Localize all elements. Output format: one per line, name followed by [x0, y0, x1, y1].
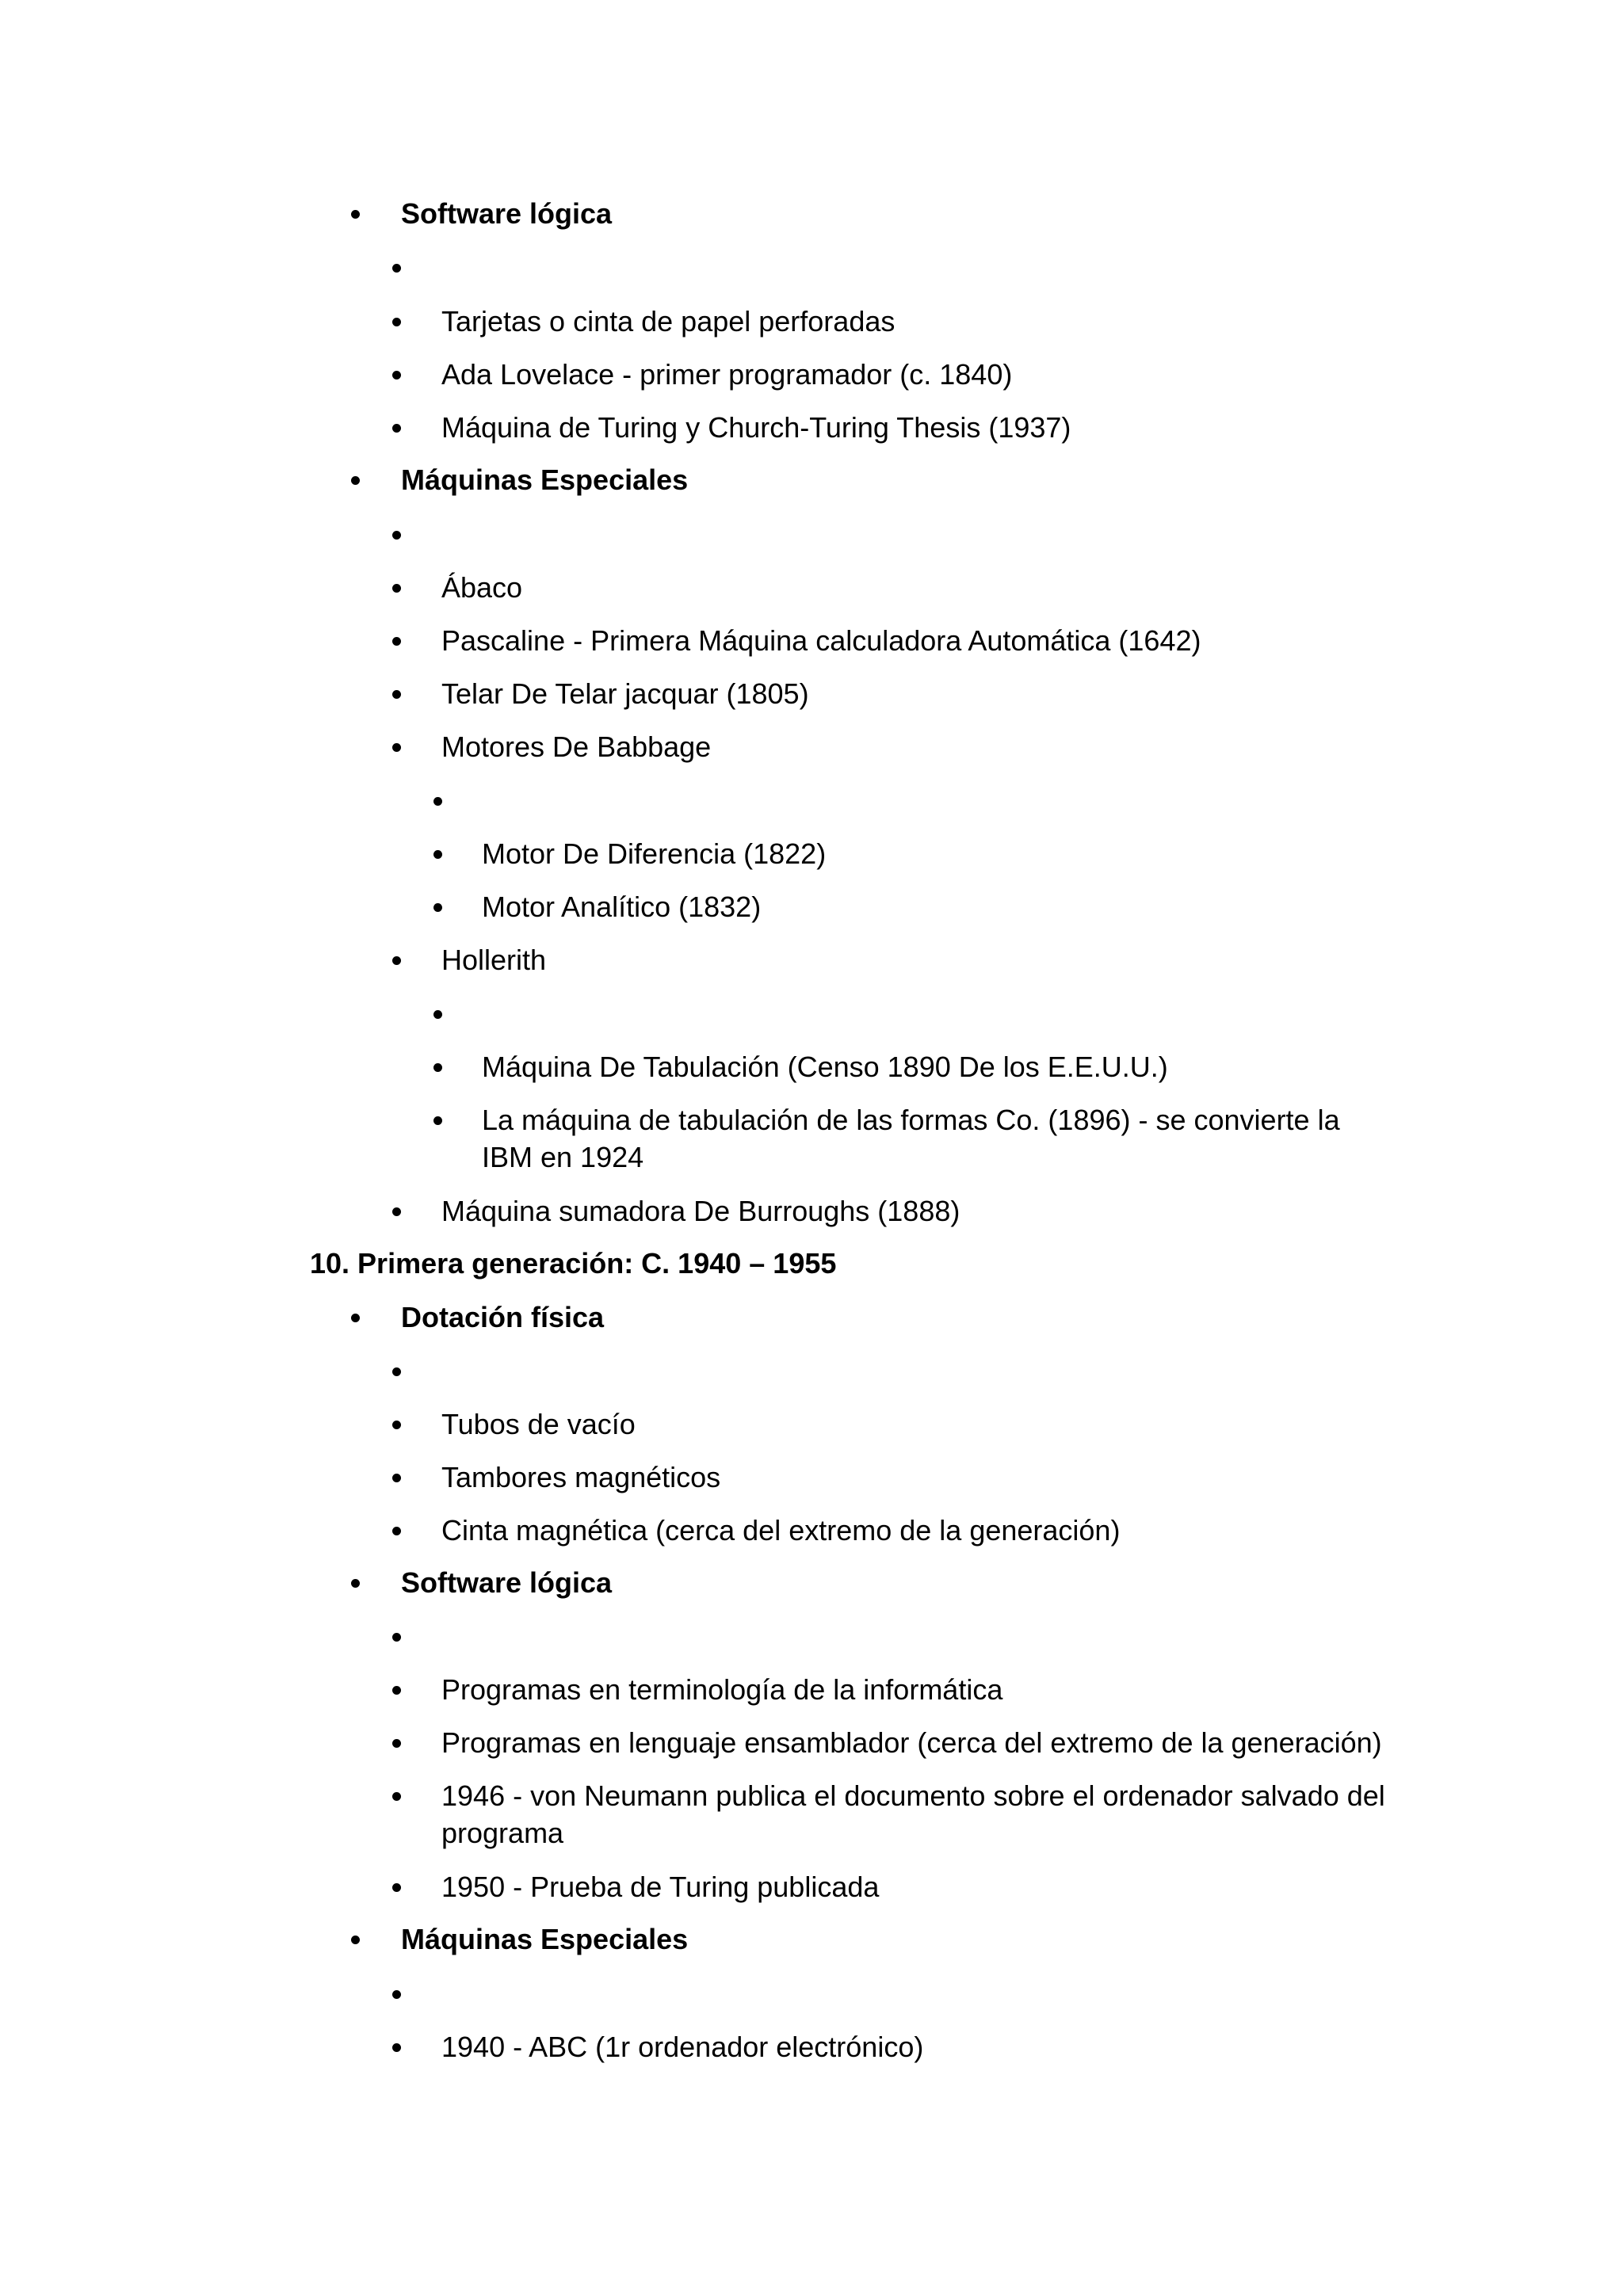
bullet: [392, 1207, 401, 1216]
section-heading: Dotación física: [401, 1301, 605, 1333]
list-item: La máquina de tabulación de las formas Co. (1896) - se convierte la: [482, 1104, 1340, 1136]
bullet: [392, 264, 401, 273]
bullet: [392, 2043, 401, 2052]
bullet: [392, 637, 401, 646]
bullet: [392, 1633, 401, 1642]
list-item: Ábaco: [441, 571, 523, 604]
bullet: [392, 1367, 401, 1376]
list-item: 1950 - Prueba de Turing publicada: [441, 1871, 880, 1903]
bullet: [433, 850, 442, 859]
list-item-continuation: programa: [441, 1817, 564, 1849]
bullet: [433, 1010, 442, 1019]
list-item: Motor Analítico (1832): [482, 891, 762, 923]
section-heading: Software lógica: [401, 197, 613, 230]
section-heading: Software lógica: [401, 1566, 613, 1599]
section-heading: Máquinas Especiales: [401, 463, 689, 496]
bullet: [351, 1936, 360, 1944]
bullet: [392, 1686, 401, 1695]
bullet: [392, 531, 401, 540]
section-heading: Máquinas Especiales: [401, 1923, 689, 1955]
list-item-continuation: IBM en 1924: [482, 1141, 644, 1173]
list-item: Máquina De Tabulación (Censo 1890 De los E.E.U.U.): [482, 1051, 1168, 1083]
bullet: [392, 318, 401, 326]
bullet: [392, 743, 401, 752]
bullet: [433, 1063, 442, 1072]
bullet: [351, 1314, 360, 1322]
list-item: Tambores magnéticos: [441, 1461, 721, 1493]
list-item: Pascaline - Primera Máquina calculadora Automática (1642): [441, 624, 1201, 657]
list-item: Tubos de vacío: [441, 1408, 636, 1440]
list-item: 1940 - ABC (1r ordenador electrónico): [441, 2031, 924, 2063]
bullet: [392, 1421, 401, 1429]
list-item: 1946 - von Neumann publica el documento sobre el ordenador salvado del: [441, 1779, 1385, 1812]
bullet: [351, 476, 360, 485]
bullet: [351, 210, 360, 219]
list-item: Telar De Telar jacquar (1805): [441, 677, 809, 710]
list-item: Máquina de Turing y Church-Turing Thesis (1937): [441, 411, 1071, 444]
list-item: Programas en terminología de la informática: [441, 1673, 1003, 1706]
bullet: [392, 690, 401, 699]
bullet: [392, 1527, 401, 1535]
bullet: [433, 797, 442, 806]
bullet: [351, 1579, 360, 1588]
bullet: [392, 371, 401, 379]
bullet: [392, 1792, 401, 1801]
bullet: [392, 1474, 401, 1482]
list-item: Cinta magnética (cerca del extremo de la generación): [441, 1514, 1121, 1547]
list-item: Motores De Babbage: [441, 730, 712, 763]
bullet: [392, 1739, 401, 1748]
list-item: Ada Lovelace - primer programador (c. 1840): [441, 358, 1013, 391]
bullet: [392, 1990, 401, 1999]
list-item: Hollerith: [441, 944, 547, 976]
bullet: [433, 903, 442, 912]
bullet: [392, 424, 401, 433]
list-item: Tarjetas o cinta de papel perforadas: [441, 305, 896, 338]
bullet: [392, 1883, 401, 1892]
list-item: Motor De Diferencia (1822): [482, 837, 827, 870]
generation-heading: 10. Primera generación: C. 1940 – 1955: [310, 1247, 837, 1280]
list-item: Programas en lenguaje ensamblador (cerca del extremo de la generación): [441, 1726, 1382, 1759]
bullet: [392, 584, 401, 593]
bullet: [392, 956, 401, 965]
bullet: [433, 1116, 442, 1125]
list-item: Máquina sumadora De Burroughs (1888): [441, 1195, 960, 1227]
